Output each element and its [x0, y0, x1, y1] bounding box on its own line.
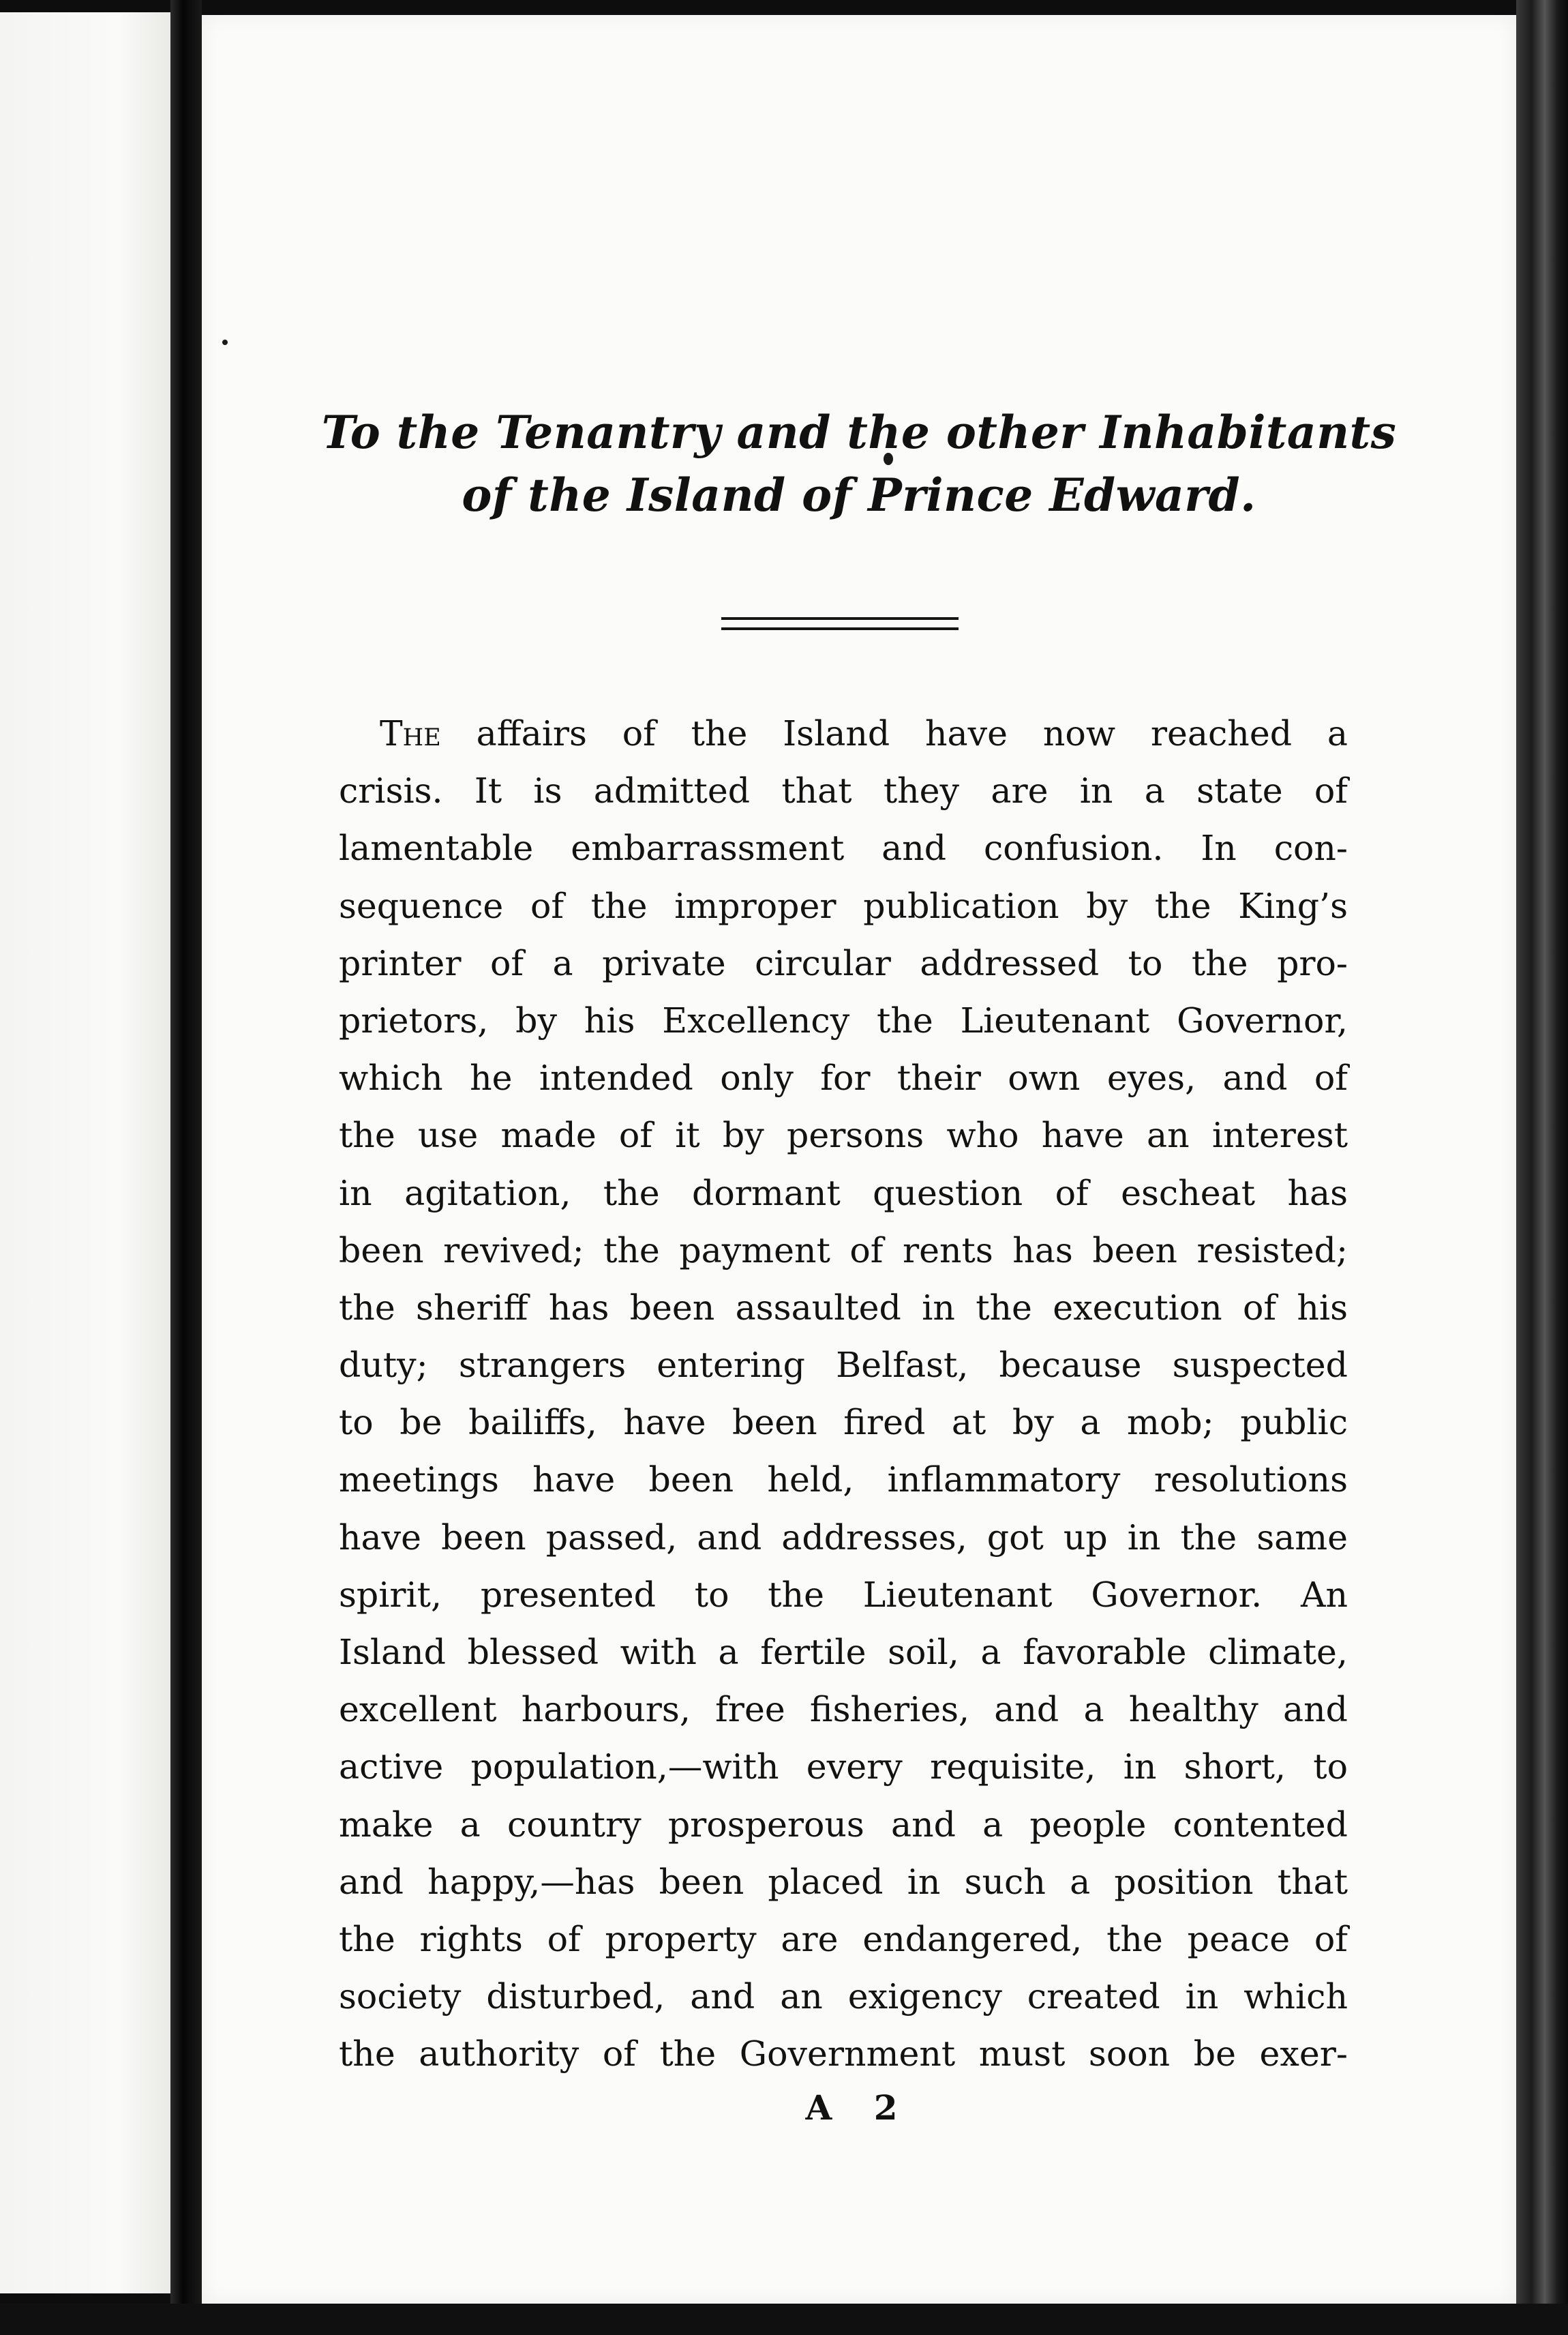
text-line: The affairs of the Island have now reached a [380, 713, 1348, 754]
double-rule-top [721, 617, 959, 620]
text-line: the use made of it by persons who have an interest [339, 1115, 1348, 1156]
text-line: the authority of the Government must soon be exer- [339, 2034, 1348, 2074]
text-line: duty; strangers entering Belfast, because suspected [339, 1345, 1348, 1386]
ink-speck [222, 340, 228, 345]
text-line: which he intended only for their own eyes, and of [339, 1058, 1348, 1099]
text-line: active population,—with every requisite, in short, to [339, 1746, 1348, 1787]
double-rule-bottom [721, 627, 959, 630]
text-line: sequence of the improper publication by the King’s [339, 885, 1348, 926]
facing-page-edge [0, 12, 170, 2293]
signature-mark: A 2 [805, 2087, 913, 2128]
text-line: the rights of property are endangered, the peace of [339, 1918, 1348, 1959]
text-line: the sheriff has been assaulted in the execution of his [339, 1287, 1348, 1328]
text-line: crisis. It is admitted that they are in a state of [339, 771, 1348, 812]
text-line: in agitation, the dormant question of escheat has [339, 1172, 1348, 1213]
page-heading [202, 401, 1516, 526]
text-line: printer of a private circular addressed to the pro- [339, 942, 1348, 983]
text-line: excellent harbours, free fisheries, and a healthy and [339, 1689, 1348, 1730]
text-line: lamentable embarrassment and confusion. In con- [339, 828, 1348, 869]
scan-bottom-border [0, 2304, 1568, 2335]
body-paragraph [339, 705, 1348, 2083]
text-line: society disturbed, and an exigency created in which [339, 1976, 1348, 2017]
text-line: make a country prosperous and a people contented [339, 1804, 1348, 1845]
text-line: Island blessed with a fertile soil, a favorable climate, [339, 1632, 1348, 1672]
text-line: prietors, by his Excellency the Lieutenant Governor, [339, 1000, 1348, 1041]
book-gutter [170, 0, 202, 2335]
text-line: have been passed, and addresses, got up in the same [339, 1517, 1348, 1558]
text-line: spirit, presented to the Lieutenant Governor. An [339, 1574, 1348, 1615]
page-stack-edge [1516, 0, 1568, 2335]
text-line: meetings have been held, inflammatory resolutions [339, 1459, 1348, 1500]
initial-word: The [380, 713, 441, 754]
text-line: to be bailiffs, have been fired at by a mob; public [339, 1402, 1348, 1443]
text-line: been revived; the payment of rents has been resisted; [339, 1230, 1348, 1270]
heading-line-2: of the Island of Prince Edward. [462, 469, 1256, 522]
heading-line-1: To the Tenantry and the other Inhabitants [321, 406, 1397, 459]
text-line: and happy,—has been placed in such a position that [339, 1861, 1348, 1902]
